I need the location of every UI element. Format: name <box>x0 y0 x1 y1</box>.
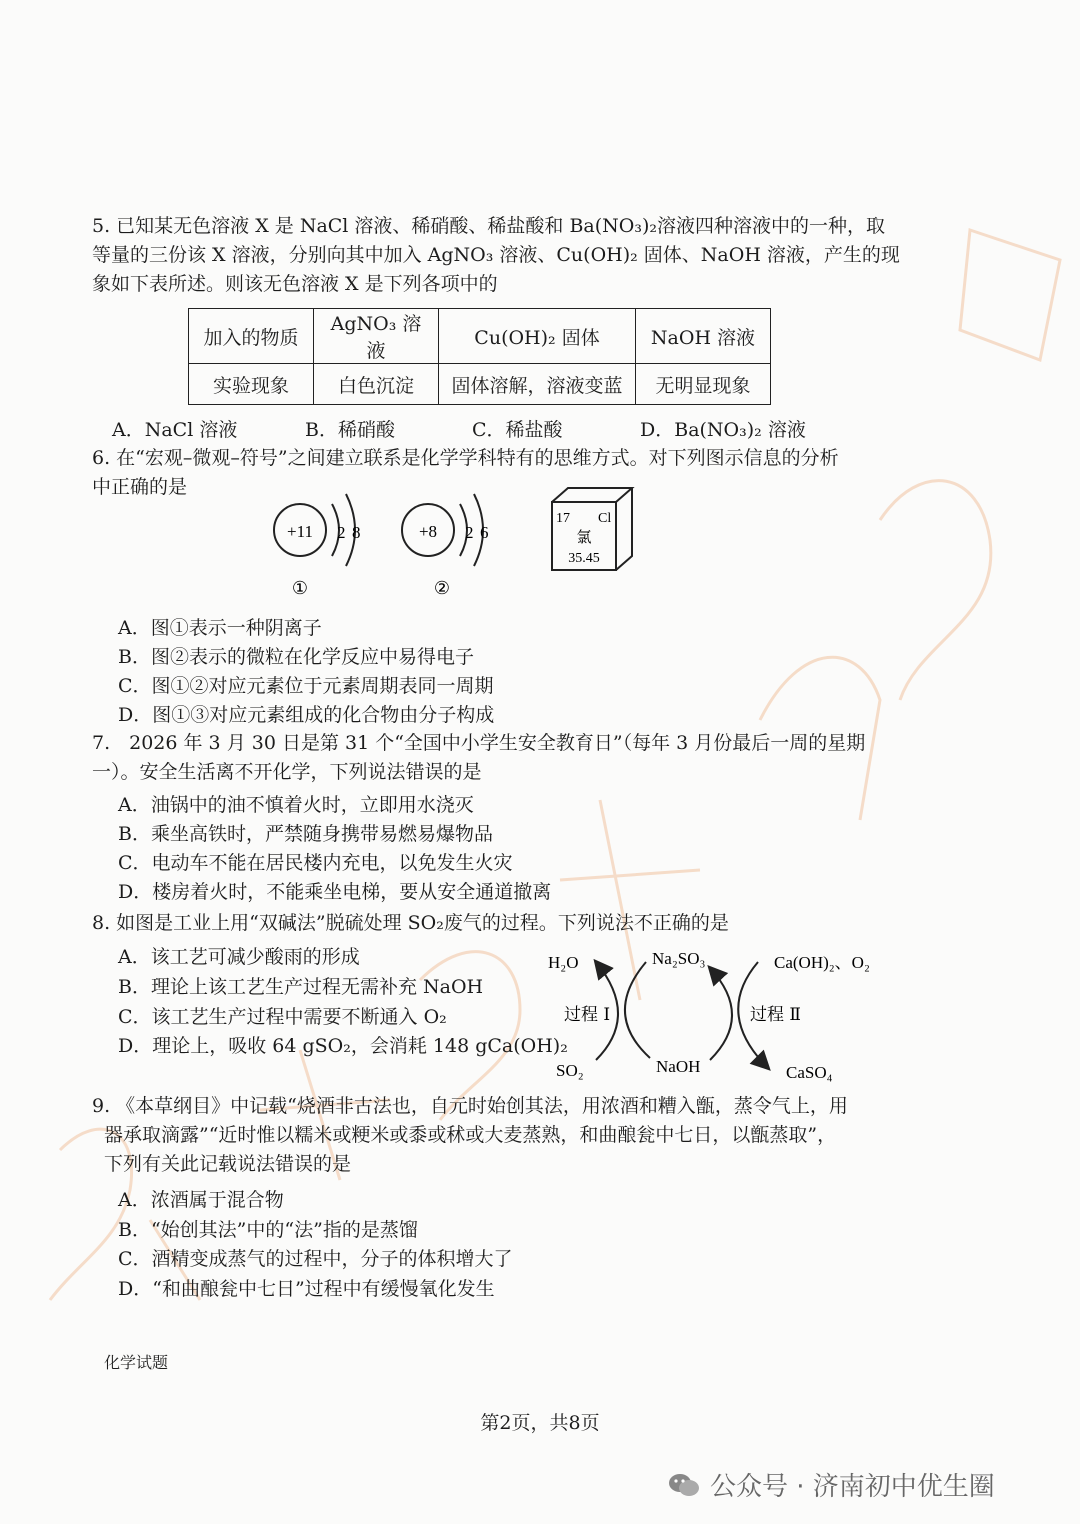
wechat-icon <box>668 1471 700 1499</box>
table-cell: AgNO₃ 溶液 <box>314 309 439 364</box>
brand-text: 公众号 · 济南初中优生圈 <box>710 1472 995 1502</box>
q5-option-d: D．Ba(NO₃)₂ 溶液 <box>640 419 806 441</box>
q9-line1: 9. 《本草纲目》中记载“烧酒非古法也，自元时始创其法，用浓酒和糟入甑，蒸令气上，用 <box>92 1095 848 1117</box>
double-alkali-process-diagram <box>540 940 890 1090</box>
atom-structure-1 <box>274 494 361 599</box>
q7-line2: 一）。安全生活离不开化学，下列说法错误的是 <box>92 761 482 783</box>
q9-option-a: A．浓酒属于混合物 <box>118 1189 284 1211</box>
q7-option-c: C．电动车不能在居民楼内充电，以免发生火灾 <box>118 852 513 874</box>
table-cell: Cu(OH)₂ 固体 <box>439 309 636 364</box>
label-process-1: 过程 Ⅰ <box>564 1005 611 1025</box>
element-name: 氯 <box>576 528 592 546</box>
subject-label: 化学试题 <box>104 1353 169 1372</box>
shell-electrons: 2 <box>337 523 346 542</box>
q7-option-b: B．乘坐高铁时，严禁随身携带易燃易爆物品 <box>118 823 493 845</box>
q9-line2: 器承取滴露”“近时惟以糯米或粳米或黍或秫或大麦蒸熟，和曲酿瓮中七日，以甑蒸取”， <box>104 1124 837 1146</box>
q7-option-d: D．楼房着火时，不能乘坐电梯，要从安全通道撤离 <box>118 881 552 903</box>
q5-line3: 象如下表所述。则该无色溶液 X 是下列各项中的 <box>92 273 498 295</box>
q5-option-b: B．稀硝酸 <box>305 419 395 441</box>
wechat-brand <box>668 1466 995 1503</box>
q6-option-d: D．图①③对应元素组成的化合物由分子构成 <box>118 704 495 726</box>
q8-option-a: A．该工艺可减少酸雨的形成 <box>118 946 360 968</box>
table-cell: 实验现象 <box>189 364 314 405</box>
table-cell: 加入的物质 <box>189 309 314 364</box>
label-na2so3: Na₂SO₃ <box>652 949 706 968</box>
table-cell: NaOH 溶液 <box>636 309 771 364</box>
q9-line3: 下列有关此记载说法错误的是 <box>104 1153 352 1175</box>
label-process-2: 过程 Ⅱ <box>750 1005 801 1025</box>
nucleus-charge: +8 <box>418 522 438 541</box>
element-symbol: Cl <box>598 511 612 526</box>
label-naoh: NaOH <box>656 1057 701 1076</box>
q9-option-b: B．“始创其法”中的“法”指的是蒸馏 <box>118 1219 418 1241</box>
element-cell-chlorine <box>552 488 632 570</box>
table-cell: 无明显现象 <box>636 364 771 405</box>
table-cell: 固体溶解，溶液变蓝 <box>439 364 636 405</box>
experiment-table <box>188 308 771 405</box>
label-h2o: H₂O <box>548 953 579 972</box>
q9-option-c: C．酒精变成蒸气的过程中，分子的体积增大了 <box>118 1248 513 1270</box>
nucleus-charge: +11 <box>287 522 313 541</box>
q8-option-d: D．理论上，吸收 64 gSO₂，会消耗 148 gCa(OH)₂ <box>118 1035 568 1057</box>
atom-diagrams <box>260 482 660 602</box>
label-caoh2-o2: Ca(OH)₂、O₂ <box>774 953 870 972</box>
q6-option-c: C．图①②对应元素位于元素周期表同一周期 <box>118 675 494 697</box>
q5-option-a: A．NaCl 溶液 <box>112 419 238 441</box>
table-row <box>189 309 771 364</box>
q5-option-c: C．稀盐酸 <box>472 419 563 441</box>
label-so2: SO₂ <box>556 1061 584 1080</box>
shell-electrons: 2 <box>465 523 474 542</box>
page-number: 第2页，共8页 <box>480 1412 600 1434</box>
arrow-process-2-up <box>710 968 732 1060</box>
atom-structure-2 <box>402 494 489 599</box>
q5-line1: 5. 已知某无色溶液 X 是 NaCl 溶液、稀硝酸、稀盐酸和 Ba(NO₃)₂溶液四种溶液中的一种，取 <box>92 215 886 237</box>
atomic-number: 17 <box>556 511 570 526</box>
q6-line1: 6. 在“宏观–微观–符号”之间建立联系是化学学科特有的思维方式。对下列图示信息的分析 <box>92 447 839 469</box>
table-row <box>189 364 771 405</box>
arrow-process-1-in <box>625 962 650 1058</box>
q9-option-d: D．“和曲酿瓮中七日”过程中有缓慢氧化发生 <box>118 1278 495 1300</box>
q8-option-c: C．该工艺生产过程中需要不断通入 O₂ <box>118 1006 447 1028</box>
table-cell: 白色沉淀 <box>314 364 439 405</box>
shell-electrons: 8 <box>352 523 361 542</box>
q5-line2: 等量的三份该 X 溶液，分别向其中加入 AgNO₃ 溶液、Cu(OH)₂ 固体、NaOH 溶液，产生的现 <box>92 244 900 266</box>
atomic-mass: 35.45 <box>568 551 600 566</box>
atom-label: ① <box>291 578 309 599</box>
q8-line1: 8. 如图是工业上用“双碱法”脱硫处理 SO₂废气的过程。下列说法不正确的是 <box>92 912 729 934</box>
q7-line1: 7. 2026 年 3 月 30 日是第 31 个“全国中小学生安全教育日”（每年 3 月份最后一周的星期 <box>92 732 866 754</box>
q6-option-b: B．图②表示的微粒在化学反应中易得电子 <box>118 646 474 668</box>
q7-option-a: A．油锅中的油不慎着火时，立即用水浇灭 <box>118 794 474 816</box>
label-caso4: CaSO₄ <box>786 1063 833 1082</box>
q6-line2: 中正确的是 <box>92 476 188 498</box>
q8-option-b: B．理论上该工艺生产过程无需补充 NaOH <box>118 976 484 998</box>
shell-electrons: 6 <box>480 523 489 542</box>
q6-option-a: A．图①表示一种阴离子 <box>118 617 322 639</box>
atom-label: ② <box>433 578 451 599</box>
